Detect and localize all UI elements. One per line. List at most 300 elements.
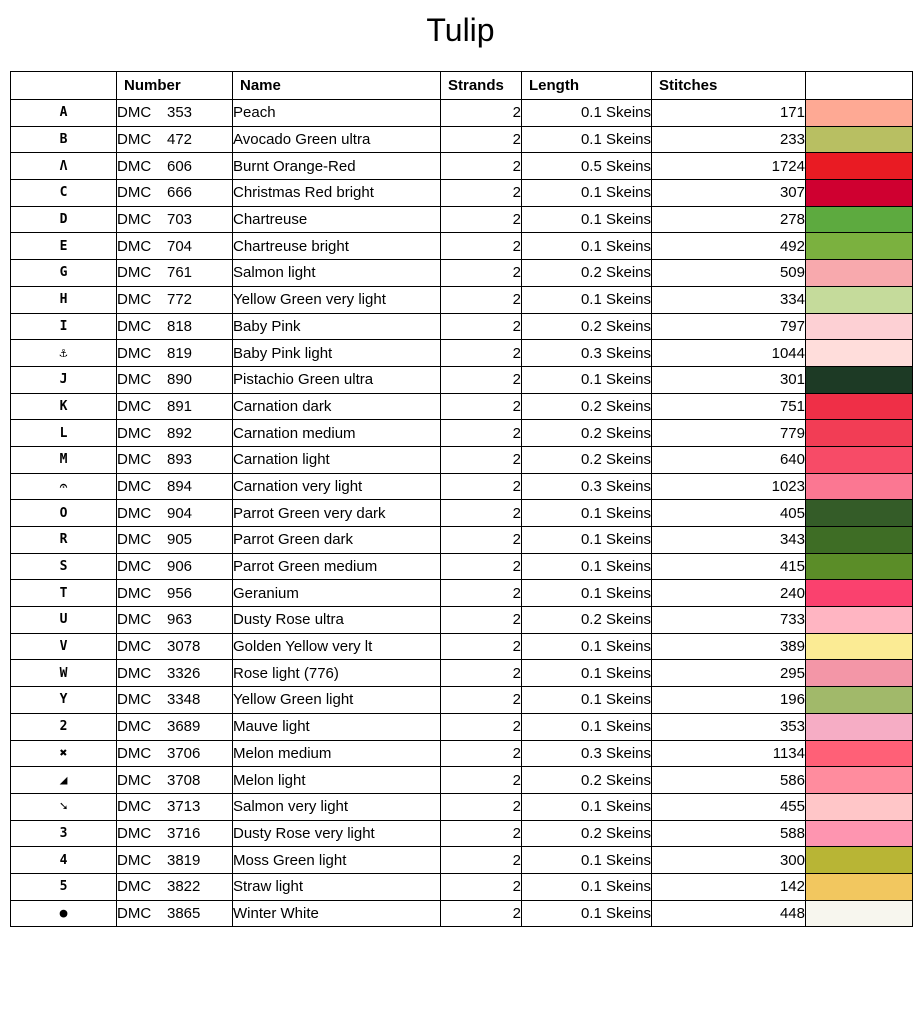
table-row (11, 100, 913, 127)
header-length: Length (522, 72, 652, 100)
brand-label: DMC (117, 211, 152, 229)
table-row (11, 713, 913, 740)
symbol-cell: A (11, 100, 117, 127)
symbol-cell: ➘ (11, 793, 117, 820)
color-swatch (806, 367, 912, 393)
floss-number: 891 (167, 397, 193, 415)
symbol-cell: ⚓ (11, 340, 117, 367)
floss-number: 704 (167, 237, 193, 255)
length-cell: 0.1 Skeins (522, 206, 652, 233)
strands-cell: 2 (441, 633, 522, 660)
table-row (11, 527, 913, 554)
name-cell: Chartreuse bright (233, 233, 441, 260)
header-color (806, 72, 913, 100)
number-cell (117, 100, 233, 127)
length-cell: 0.1 Skeins (522, 286, 652, 313)
floss-number: 963 (167, 611, 193, 629)
length-cell: 0.1 Skeins (522, 100, 652, 127)
table-row (11, 767, 913, 794)
length-cell: 0.1 Skeins (522, 713, 652, 740)
brand-label: DMC (117, 851, 152, 869)
stitches-cell: 733 (652, 607, 806, 634)
strands-cell: 2 (441, 340, 522, 367)
length-cell: 0.2 Skeins (522, 767, 652, 794)
brand-label: DMC (117, 184, 152, 202)
brand-label: DMC (117, 131, 152, 149)
table-row (11, 580, 913, 607)
stitches-cell: 1134 (652, 740, 806, 767)
table-header-row (11, 72, 913, 100)
name-cell: Salmon very light (233, 793, 441, 820)
brand-label: DMC (117, 904, 152, 922)
brand-label: DMC (117, 371, 152, 389)
number-cell (117, 206, 233, 233)
color-swatch-cell (806, 900, 913, 927)
strands-cell: 2 (441, 313, 522, 340)
stitches-cell: 142 (652, 873, 806, 900)
strands-cell: 2 (441, 767, 522, 794)
table-row (11, 900, 913, 927)
symbol-cell: K (11, 393, 117, 420)
color-swatch (806, 474, 912, 500)
name-cell: Dusty Rose very light (233, 820, 441, 847)
length-cell: 0.2 Skeins (522, 313, 652, 340)
brand-label: DMC (117, 504, 152, 522)
color-swatch (806, 714, 912, 740)
color-swatch-cell (806, 793, 913, 820)
color-swatch (806, 660, 912, 686)
stitches-cell: 233 (652, 126, 806, 153)
floss-number: 818 (167, 317, 193, 335)
color-swatch-cell (806, 553, 913, 580)
color-swatch (806, 314, 912, 340)
symbol-cell: M (11, 446, 117, 473)
length-cell: 0.2 Skeins (522, 420, 652, 447)
symbol-cell: E (11, 233, 117, 260)
floss-number: 3708 (167, 771, 201, 789)
length-cell: 0.1 Skeins (522, 580, 652, 607)
color-swatch (806, 847, 912, 873)
name-cell: Avocado Green ultra (233, 126, 441, 153)
strands-cell: 2 (441, 793, 522, 820)
color-swatch (806, 100, 912, 126)
table-row (11, 206, 913, 233)
stitches-cell: 334 (652, 286, 806, 313)
length-cell: 0.2 Skeins (522, 446, 652, 473)
table-row (11, 633, 913, 660)
strands-cell: 2 (441, 820, 522, 847)
floss-number: 3706 (167, 744, 201, 762)
thread-key-table (10, 71, 913, 927)
symbol-cell: I (11, 313, 117, 340)
strands-cell: 2 (441, 660, 522, 687)
length-cell: 0.1 Skeins (522, 633, 652, 660)
color-swatch-cell (806, 206, 913, 233)
length-cell: 0.2 Skeins (522, 393, 652, 420)
strands-cell: 2 (441, 126, 522, 153)
symbol-cell: D (11, 206, 117, 233)
brand-label: DMC (117, 691, 152, 709)
floss-number: 761 (167, 264, 193, 282)
stitches-cell: 448 (652, 900, 806, 927)
floss-number: 666 (167, 184, 193, 202)
name-cell: Salmon light (233, 260, 441, 287)
color-swatch-cell (806, 366, 913, 393)
color-swatch-cell (806, 580, 913, 607)
color-swatch (806, 580, 912, 606)
color-swatch (806, 794, 912, 820)
color-swatch-cell (806, 740, 913, 767)
color-swatch (806, 634, 912, 660)
color-swatch (806, 741, 912, 767)
table-row (11, 366, 913, 393)
floss-number: 3819 (167, 851, 201, 869)
table-row (11, 260, 913, 287)
symbol-cell: ✖ (11, 740, 117, 767)
stitches-cell: 751 (652, 393, 806, 420)
strands-cell: 2 (441, 180, 522, 207)
number-cell (117, 687, 233, 714)
number-cell (117, 126, 233, 153)
strands-cell: 2 (441, 286, 522, 313)
length-cell: 0.1 Skeins (522, 233, 652, 260)
number-cell (117, 553, 233, 580)
floss-number: 3689 (167, 718, 201, 736)
brand-label: DMC (117, 264, 152, 282)
floss-number: 703 (167, 211, 193, 229)
color-swatch-cell (806, 446, 913, 473)
floss-number: 3865 (167, 904, 201, 922)
number-cell (117, 420, 233, 447)
color-swatch (806, 874, 912, 900)
number-cell (117, 847, 233, 874)
floss-number: 3713 (167, 798, 201, 816)
table-row (11, 286, 913, 313)
symbol-cell: C (11, 180, 117, 207)
brand-label: DMC (117, 424, 152, 442)
header-symbol (11, 72, 117, 100)
strands-cell: 2 (441, 713, 522, 740)
name-cell: Melon light (233, 767, 441, 794)
brand-label: DMC (117, 317, 152, 335)
stitches-cell: 240 (652, 580, 806, 607)
name-cell: Mauve light (233, 713, 441, 740)
table-row (11, 126, 913, 153)
table-row (11, 660, 913, 687)
strands-cell: 2 (441, 446, 522, 473)
color-swatch-cell (806, 847, 913, 874)
number-cell (117, 820, 233, 847)
number-cell (117, 900, 233, 927)
color-swatch (806, 687, 912, 713)
stitches-cell: 1724 (652, 153, 806, 180)
name-cell: Golden Yellow very lt (233, 633, 441, 660)
stitches-cell: 455 (652, 793, 806, 820)
color-swatch (806, 287, 912, 313)
table-row (11, 153, 913, 180)
color-swatch-cell (806, 607, 913, 634)
symbol-cell: Λ (11, 153, 117, 180)
stitches-cell: 586 (652, 767, 806, 794)
stitches-cell: 343 (652, 527, 806, 554)
floss-number: 894 (167, 477, 193, 495)
color-swatch-cell (806, 126, 913, 153)
floss-number: 904 (167, 504, 193, 522)
color-swatch-cell (806, 313, 913, 340)
floss-number: 905 (167, 531, 193, 549)
color-swatch (806, 153, 912, 179)
number-cell (117, 767, 233, 794)
stitches-cell: 300 (652, 847, 806, 874)
name-cell: Carnation medium (233, 420, 441, 447)
strands-cell: 2 (441, 500, 522, 527)
number-cell (117, 713, 233, 740)
color-swatch (806, 767, 912, 793)
number-cell (117, 286, 233, 313)
length-cell: 0.2 Skeins (522, 260, 652, 287)
strands-cell: 2 (441, 233, 522, 260)
color-swatch (806, 901, 912, 927)
symbol-cell: 4 (11, 847, 117, 874)
table-row (11, 393, 913, 420)
length-cell: 0.1 Skeins (522, 687, 652, 714)
name-cell: Peach (233, 100, 441, 127)
brand-label: DMC (117, 771, 152, 789)
floss-number: 772 (167, 291, 193, 309)
name-cell: Moss Green light (233, 847, 441, 874)
stitches-cell: 779 (652, 420, 806, 447)
brand-label: DMC (117, 611, 152, 629)
color-swatch (806, 260, 912, 286)
table-row (11, 500, 913, 527)
strands-cell: 2 (441, 900, 522, 927)
symbol-cell: H (11, 286, 117, 313)
brand-label: DMC (117, 558, 152, 576)
brand-label: DMC (117, 531, 152, 549)
symbol-cell: 3 (11, 820, 117, 847)
color-swatch (806, 207, 912, 233)
table-row (11, 473, 913, 500)
brand-label: DMC (117, 798, 152, 816)
header-name: Name (233, 72, 441, 100)
number-cell (117, 313, 233, 340)
table-body (11, 100, 913, 927)
brand-label: DMC (117, 744, 152, 762)
header-strands: Strands (441, 72, 522, 100)
symbol-cell: G (11, 260, 117, 287)
number-cell (117, 740, 233, 767)
brand-label: DMC (117, 477, 152, 495)
name-cell: Melon medium (233, 740, 441, 767)
number-cell (117, 393, 233, 420)
stitches-cell: 492 (652, 233, 806, 260)
color-swatch-cell (806, 687, 913, 714)
color-swatch (806, 394, 912, 420)
table-row (11, 446, 913, 473)
strands-cell: 2 (441, 740, 522, 767)
symbol-cell: 5 (11, 873, 117, 900)
length-cell: 0.2 Skeins (522, 607, 652, 634)
length-cell: 0.2 Skeins (522, 820, 652, 847)
stitches-cell: 640 (652, 446, 806, 473)
name-cell: Rose light (776) (233, 660, 441, 687)
symbol-cell: T (11, 580, 117, 607)
floss-number: 906 (167, 558, 193, 576)
stitches-cell: 278 (652, 206, 806, 233)
number-cell (117, 793, 233, 820)
strands-cell: 2 (441, 260, 522, 287)
number-cell (117, 366, 233, 393)
brand-label: DMC (117, 291, 152, 309)
strands-cell: 2 (441, 847, 522, 874)
name-cell: Carnation dark (233, 393, 441, 420)
color-swatch-cell (806, 180, 913, 207)
color-swatch-cell (806, 100, 913, 127)
color-swatch (806, 527, 912, 553)
name-cell: Geranium (233, 580, 441, 607)
strands-cell: 2 (441, 100, 522, 127)
symbol-cell: W (11, 660, 117, 687)
symbol-cell: J (11, 366, 117, 393)
color-swatch-cell (806, 660, 913, 687)
strands-cell: 2 (441, 553, 522, 580)
floss-number: 606 (167, 157, 193, 175)
name-cell: Chartreuse (233, 206, 441, 233)
name-cell: Parrot Green dark (233, 527, 441, 554)
color-swatch-cell (806, 420, 913, 447)
table-row (11, 793, 913, 820)
number-cell (117, 660, 233, 687)
table-row (11, 180, 913, 207)
number-cell (117, 473, 233, 500)
strands-cell: 2 (441, 366, 522, 393)
color-swatch-cell (806, 527, 913, 554)
name-cell: Dusty Rose ultra (233, 607, 441, 634)
length-cell: 0.3 Skeins (522, 340, 652, 367)
table-row (11, 847, 913, 874)
header-number: Number (117, 72, 233, 100)
color-swatch (806, 500, 912, 526)
color-swatch (806, 340, 912, 366)
stitches-cell: 1044 (652, 340, 806, 367)
color-swatch-cell (806, 500, 913, 527)
stitches-cell: 405 (652, 500, 806, 527)
name-cell: Yellow Green light (233, 687, 441, 714)
symbol-cell: ● (11, 900, 117, 927)
color-swatch-cell (806, 153, 913, 180)
symbol-cell: 2 (11, 713, 117, 740)
table-row (11, 740, 913, 767)
floss-number: 3822 (167, 878, 201, 896)
stitches-cell: 1023 (652, 473, 806, 500)
brand-label: DMC (117, 344, 152, 362)
floss-number: 472 (167, 131, 193, 149)
color-swatch-cell (806, 633, 913, 660)
length-cell: 0.5 Skeins (522, 153, 652, 180)
color-swatch-cell (806, 713, 913, 740)
color-swatch (806, 821, 912, 847)
color-swatch (806, 180, 912, 206)
stitches-cell: 196 (652, 687, 806, 714)
strands-cell: 2 (441, 206, 522, 233)
symbol-cell: B (11, 126, 117, 153)
length-cell: 0.1 Skeins (522, 847, 652, 874)
brand-label: DMC (117, 718, 152, 736)
name-cell: Pistachio Green ultra (233, 366, 441, 393)
symbol-cell: 𝄐 (11, 473, 117, 500)
length-cell: 0.1 Skeins (522, 660, 652, 687)
length-cell: 0.3 Skeins (522, 473, 652, 500)
stitches-cell: 301 (652, 366, 806, 393)
strands-cell: 2 (441, 393, 522, 420)
number-cell (117, 340, 233, 367)
stitches-cell: 353 (652, 713, 806, 740)
floss-number: 956 (167, 584, 193, 602)
strands-cell: 2 (441, 873, 522, 900)
stitches-cell: 389 (652, 633, 806, 660)
color-swatch-cell (806, 473, 913, 500)
color-swatch (806, 127, 912, 153)
length-cell: 0.1 Skeins (522, 366, 652, 393)
table-row (11, 233, 913, 260)
name-cell: Parrot Green medium (233, 553, 441, 580)
floss-number: 893 (167, 451, 193, 469)
number-cell (117, 446, 233, 473)
length-cell: 0.1 Skeins (522, 553, 652, 580)
symbol-cell: S (11, 553, 117, 580)
strands-cell: 2 (441, 473, 522, 500)
number-cell (117, 580, 233, 607)
name-cell: Straw light (233, 873, 441, 900)
length-cell: 0.1 Skeins (522, 500, 652, 527)
number-cell (117, 233, 233, 260)
name-cell: Burnt Orange-Red (233, 153, 441, 180)
name-cell: Carnation very light (233, 473, 441, 500)
length-cell: 0.1 Skeins (522, 873, 652, 900)
number-cell (117, 500, 233, 527)
brand-label: DMC (117, 237, 152, 255)
color-swatch (806, 554, 912, 580)
length-cell: 0.3 Skeins (522, 740, 652, 767)
length-cell: 0.1 Skeins (522, 900, 652, 927)
strands-cell: 2 (441, 580, 522, 607)
length-cell: 0.1 Skeins (522, 527, 652, 554)
brand-label: DMC (117, 638, 152, 656)
color-swatch (806, 447, 912, 473)
name-cell: Baby Pink light (233, 340, 441, 367)
stitches-cell: 509 (652, 260, 806, 287)
symbol-cell: ◢ (11, 767, 117, 794)
brand-label: DMC (117, 878, 152, 896)
color-swatch-cell (806, 233, 913, 260)
symbol-cell: L (11, 420, 117, 447)
table-row (11, 607, 913, 634)
floss-number: 353 (167, 104, 193, 122)
stitches-cell: 415 (652, 553, 806, 580)
number-cell (117, 527, 233, 554)
symbol-cell: Y (11, 687, 117, 714)
table-row (11, 553, 913, 580)
number-cell (117, 607, 233, 634)
table-row (11, 420, 913, 447)
color-swatch-cell (806, 340, 913, 367)
color-swatch-cell (806, 820, 913, 847)
strands-cell: 2 (441, 527, 522, 554)
color-swatch-cell (806, 393, 913, 420)
strands-cell: 2 (441, 153, 522, 180)
color-swatch-cell (806, 286, 913, 313)
floss-number: 819 (167, 344, 193, 362)
